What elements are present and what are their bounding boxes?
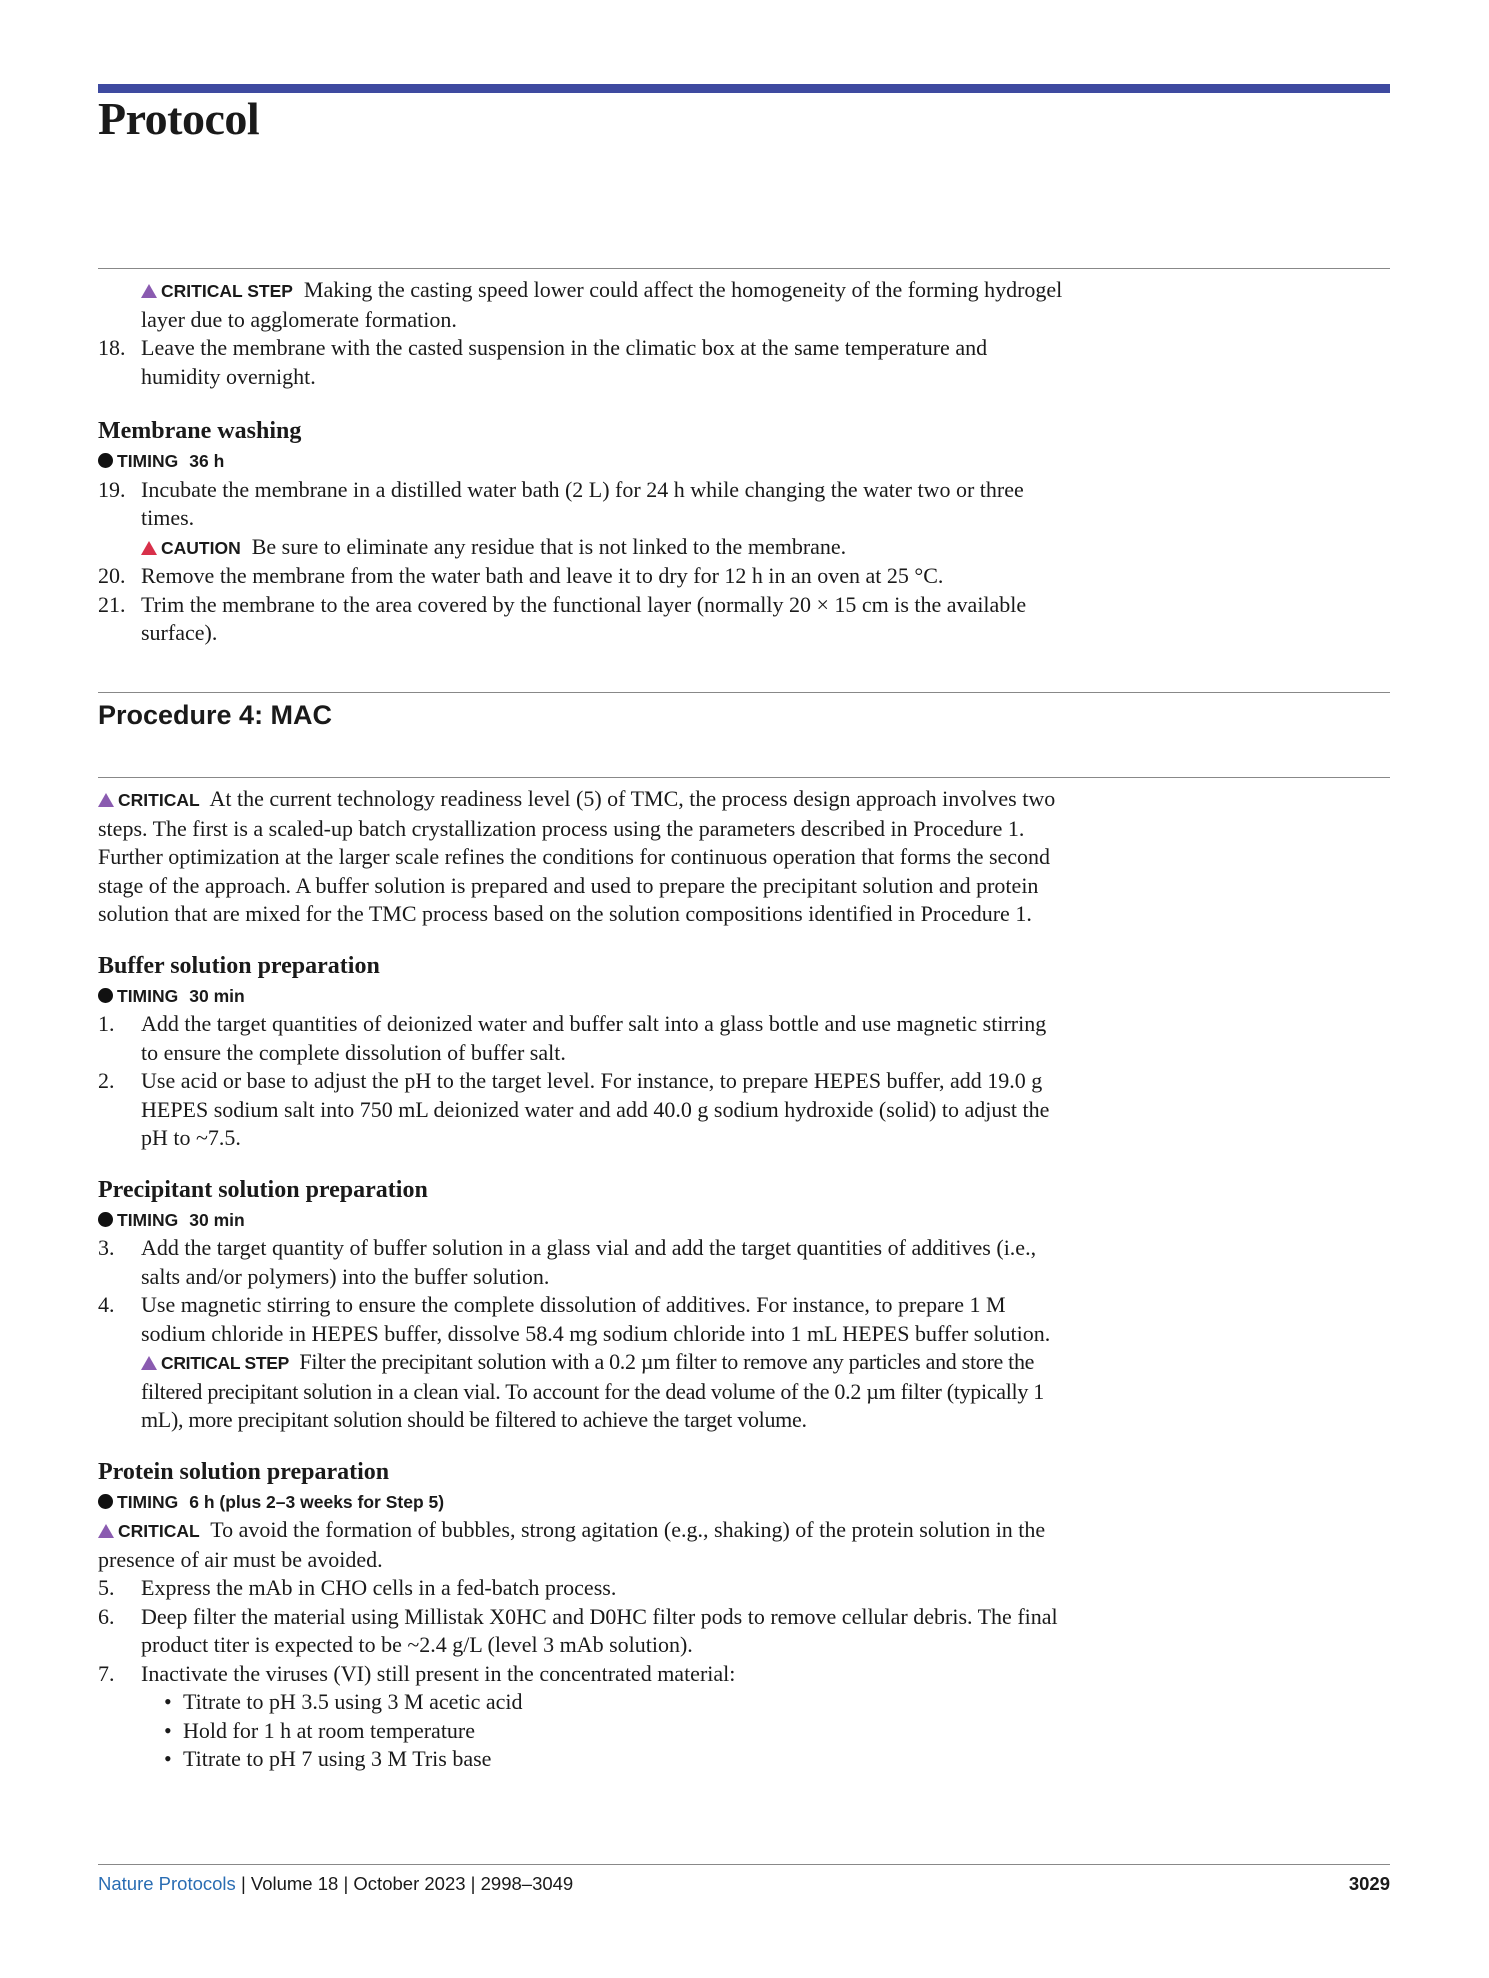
timing-line: TIMING 6 h (plus 2–3 weeks for Step 5) — [98, 1487, 1068, 1517]
step-5: 5. Express the mAb in CHO cells in a fed-batch process. — [98, 1575, 617, 1600]
timing-line: TIMING 30 min — [98, 981, 1068, 1011]
step-1: 1. Add the target quantities of deionized water and buffer salt into a glass bottle and use magnetic stirring to ensure the complete dissolution of buffer salt. — [98, 1011, 1047, 1065]
step-3: 3. Add the target quantity of buffer solution in a glass vial and add the target quantities of additives (i.e., salts and/or polymers) into the buffer solution. — [98, 1235, 1037, 1289]
procedure4-body — [98, 785, 1068, 1774]
section-heading-buffer: Buffer solution preparation — [98, 952, 380, 979]
critical-triangle-icon — [98, 1524, 114, 1538]
header-accent-bar — [98, 84, 1390, 93]
critical-triangle-icon — [141, 1356, 157, 1370]
divider — [98, 692, 1390, 693]
critical-triangle-icon — [98, 793, 114, 807]
step-4: 4. Use magnetic stirring to ensure the complete dissolution of additives. For instance, to prepare 1 M sodium chloride in HEPES buffer, dissolve 58.4 mg sodium chloride into 1 mL HEPES buffer solution. — [98, 1292, 1051, 1346]
caution-note: CAUTION Be sure to eliminate any residue that is not linked to the membrane. — [98, 533, 1068, 563]
step-18: 18. Leave the membrane with the casted suspension in the climatic box at the same temperature and humidity overnight. — [98, 335, 988, 389]
continuation-block — [98, 276, 1068, 648]
list-item: • Titrate to pH 7 using 3 M Tris base — [183, 1745, 1068, 1774]
step-21: 21. Trim the membrane to the area covered by the functional layer (normally 20 × 15 cm is the available surface). — [98, 591, 1027, 645]
page-title: Protocol — [98, 93, 260, 144]
date: October 2023 — [353, 1873, 466, 1894]
caution-triangle-icon — [141, 541, 157, 555]
step-6: 6. Deep filter the material using Millistak X0HC and D0HC filter pods to remove cellular debris. The final product titer is expected to be ~2.4 g/L (level 3 mAb solution). — [98, 1603, 1058, 1657]
step-20: 20. Remove the membrane from the water bath and leave it to dry for 12 h in an oven at 25 °C. — [98, 563, 944, 588]
timing-dot-icon — [98, 1494, 113, 1509]
step-2: 2. Use acid or base to adjust the pH to the target level. For instance, to prepare HEPES buffer, add 19.0 g HEPES sodium salt into 750 mL deionized water and add 40.0 g sodium hydroxide (solid) to adjust the pH to ~7.5. — [98, 1068, 1050, 1150]
divider — [98, 268, 1390, 269]
section-heading-precipitant: Precipitant solution preparation — [98, 1176, 428, 1203]
page-number: 3029 — [1348, 1873, 1390, 1894]
footer: Nature Protocols | Volume 18 | October 2023 | 2998–3049 — [98, 1873, 574, 1894]
timing-dot-icon — [98, 988, 113, 1003]
bullet-list — [98, 1688, 1068, 1774]
timing-dot-icon — [98, 453, 113, 468]
critical-step-note: CRITICAL STEP Filter the precipitant solution with a 0.2 µm filter to remove any particles and store the filtered precipitant solution in a clean vial. To account for the dead volume of the 0.2 µm filter (typically 1 mL), more precipitant solution should be filtered to achieve the target volume. — [141, 1349, 1044, 1432]
page-range: 2998–3049 — [480, 1873, 574, 1894]
timing-line: TIMING 30 min — [98, 1205, 1068, 1235]
list-item: • Titrate to pH 3.5 using 3 M acetic acid — [183, 1688, 1068, 1717]
critical-note: CRITICAL To avoid the formation of bubbles, strong agitation (e.g., shaking) of the protein solution in the presence of air must be avoided. — [98, 1517, 1046, 1572]
volume: Volume 18 — [250, 1873, 339, 1894]
critical-triangle-icon — [141, 284, 157, 298]
divider — [98, 1864, 1390, 1865]
journal-link[interactable]: Nature Protocols — [98, 1873, 236, 1894]
section-heading-membrane-washing: Membrane washing — [98, 418, 302, 444]
procedure-heading: Procedure 4: MAC — [98, 700, 333, 730]
timing-line: TIMING 36 h — [98, 446, 1068, 476]
step-19: 19. Incubate the membrane in a distilled water bath (2 L) for 24 h while changing the water two or three times. — [98, 476, 1024, 530]
divider — [98, 777, 1390, 778]
step-7: 7. Inactivate the viruses (VI) still present in the concentrated material: — [98, 1660, 736, 1686]
critical-step-note: CRITICAL STEP Making the casting speed lower could affect the homogeneity of the forming hydrogel layer due to agglomerate formation. — [141, 277, 1063, 332]
critical-note: CRITICAL At the current technology readiness level (5) of TMC, the process design approach involves two steps. The first is a scaled-up batch crystallization process using the parameters described in Procedure 1. Further optimization at the larger scale refines the conditions for continuous operation that forms the second stage of the approach. A buffer solution is prepared and used to prepare the precipitant solution and protein solution that are mixed for the TMC process based on the solution compositions identified in Procedure 1. — [98, 786, 1056, 926]
section-heading-protein: Protein solution preparation — [98, 1458, 390, 1485]
list-item: • Hold for 1 h at room temperature — [183, 1717, 1068, 1746]
timing-dot-icon — [98, 1212, 113, 1227]
